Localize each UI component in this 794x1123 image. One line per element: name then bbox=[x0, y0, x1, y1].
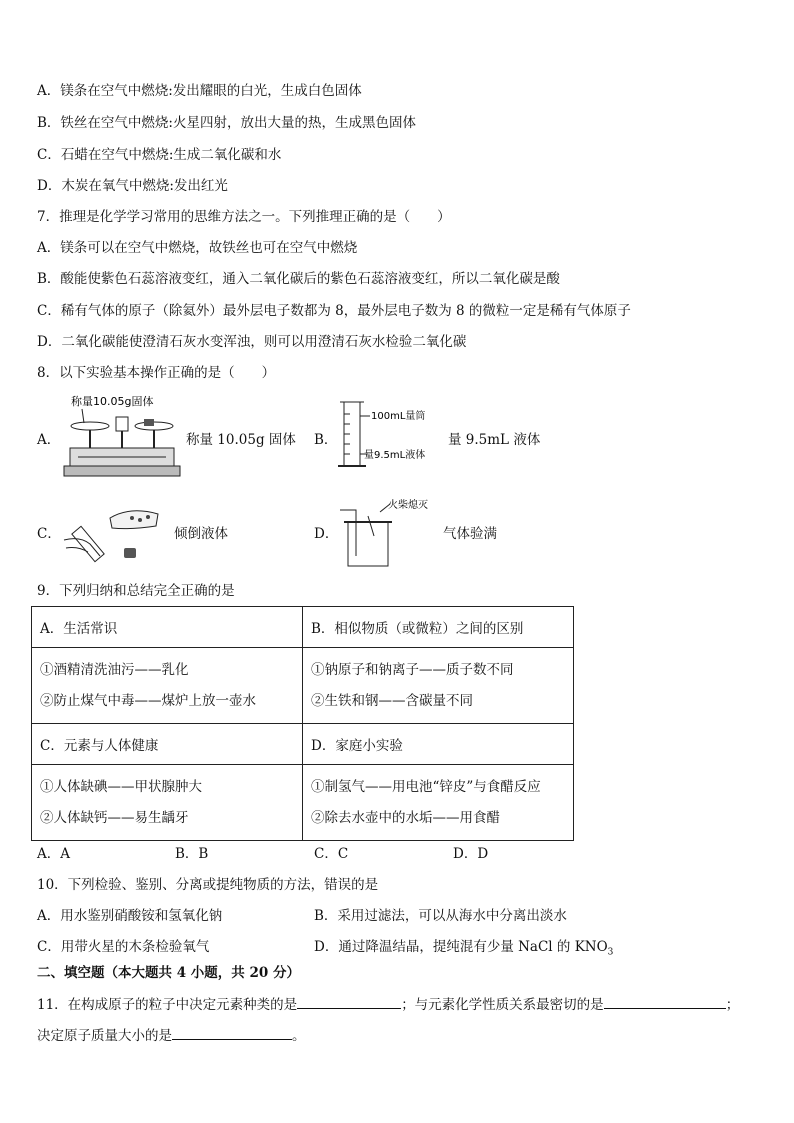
q6-option-d: D．木炭在氧气中燃烧:发出红光 bbox=[37, 178, 228, 194]
cell-a-item-2: ②防止煤气中毒——煤炉上放一壶水 bbox=[40, 692, 256, 709]
q9-choice-b: B．B bbox=[175, 846, 209, 862]
cell-a-item-1: ①酒精清洗油污——乳化 bbox=[40, 661, 189, 678]
q11-text-3: ； bbox=[725, 997, 740, 1013]
q9-choice-a: A．A bbox=[37, 846, 70, 862]
q8-option-c-letter: C． bbox=[37, 526, 61, 542]
cell-b-item-2: ②生铁和钢——含碳量不同 bbox=[311, 692, 473, 709]
cylinder-label-top: 100mL量筒 bbox=[371, 411, 426, 422]
q8-option-b-text: 量 9.5mL 液体 bbox=[448, 432, 541, 448]
q11-line-1 bbox=[37, 994, 739, 1014]
q11-blank-1[interactable] bbox=[297, 994, 401, 1009]
q6-option-b: B．铁丝在空气中燃烧:火星四射，放出大量的热，生成黑色固体 bbox=[37, 115, 416, 131]
q11-text-5: 。 bbox=[292, 1028, 306, 1044]
q8-option-d-letter: D． bbox=[314, 526, 339, 542]
pouring-figure bbox=[60, 500, 170, 566]
q9-table bbox=[31, 606, 574, 841]
gas-check-label: 火柴熄灭 bbox=[388, 500, 428, 511]
cell-d-item-1: ①制氢气——用电池“锌皮”与食醋反应 bbox=[311, 778, 541, 795]
cell-c-title: C．元素与人体健康 bbox=[32, 724, 303, 765]
q11-text-2: ；与元素化学性质关系最密切的是 bbox=[401, 997, 604, 1013]
q7-option-c: C．稀有气体的原子（除氦外）最外层电子数都为 8，最外层电子数为 8 的微粒一定是稀有气体原子 bbox=[37, 303, 631, 319]
q8-option-b-letter: B． bbox=[314, 432, 338, 448]
q7-option-a: A．镁条可以在空气中燃烧，故铁丝也可在空气中燃烧 bbox=[37, 240, 358, 256]
cell-d-items bbox=[303, 765, 574, 841]
q10-option-b: B．采用过滤法，可以从海水中分离出淡水 bbox=[314, 908, 567, 924]
cell-b-title: B．相似物质（或微粒）之间的区别 bbox=[303, 607, 574, 648]
q10-stem: 10．下列检验、鉴别、分离或提纯物质的方法，错误的是 bbox=[37, 877, 379, 893]
q7-option-b: B．酸能使紫色石蕊溶液变红，通入二氧化碳后的紫色石蕊溶液变红，所以二氧化碳是酸 bbox=[37, 271, 560, 287]
balance-figure bbox=[58, 393, 184, 485]
q11-text-1: 11．在构成原子的粒子中决定元素种类的是 bbox=[37, 997, 298, 1013]
cylinder-figure bbox=[338, 398, 448, 476]
cell-a-items bbox=[32, 648, 303, 724]
q7-stem: 7．推理是化学学习常用的思维方法之一。下列推理正确的是（ ） bbox=[37, 209, 451, 225]
cell-c-item-1: ①人体缺碘——甲状腺肿大 bbox=[40, 778, 202, 795]
q8-option-d-text: 气体验满 bbox=[443, 526, 497, 542]
q8-option-a-text: 称量 10.05g 固体 bbox=[186, 432, 296, 448]
q11-line-2 bbox=[37, 1025, 306, 1045]
q6-option-c: C．石蜡在空气中燃烧:生成二氧化碳和水 bbox=[37, 147, 282, 163]
cylinder-label-bottom: 量9.5mL液体 bbox=[364, 450, 426, 461]
q11-blank-3[interactable] bbox=[172, 1025, 292, 1040]
balance-figure-label: 称量10.05g固体 bbox=[71, 395, 154, 408]
cell-b-items bbox=[303, 648, 574, 724]
q9-choice-d: D．D bbox=[453, 846, 489, 862]
cell-d-item-2: ②除去水壶中的水垢——用食醋 bbox=[311, 809, 500, 826]
q9-choice-c: C．C bbox=[314, 846, 349, 862]
cell-b-item-1: ①钠原子和钠离子——质子数不同 bbox=[311, 661, 514, 678]
q11-blank-2[interactable] bbox=[604, 994, 726, 1009]
q11-text-4: 决定原子质量大小的是 bbox=[37, 1028, 172, 1044]
q10-option-d bbox=[314, 938, 613, 962]
q10-option-c: C．用带火星的木条检验氧气 bbox=[37, 939, 210, 955]
q8-option-a-letter: A． bbox=[37, 432, 61, 448]
cell-c-items bbox=[32, 765, 303, 841]
q8-option-c-text: 倾倒液体 bbox=[174, 526, 228, 542]
cell-a-title: A．生活常识 bbox=[32, 607, 303, 648]
section-2-title: 二、填空题（本大题共 4 小题，共 20 分） bbox=[37, 965, 300, 981]
q9-stem: 9．下列归纳和总结完全正确的是 bbox=[37, 583, 235, 599]
q10-option-a: A．用水鉴别硝酸铵和氢氧化钠 bbox=[37, 908, 223, 924]
q6-option-a: A．镁条在空气中燃烧:发出耀眼的白光，生成白色固体 bbox=[37, 83, 362, 99]
cell-c-item-2: ②人体缺钙——易生龋牙 bbox=[40, 809, 189, 826]
q10-option-d-subscript: 3 bbox=[607, 947, 614, 958]
q10-option-d-text: D．通过降温结晶，提纯混有少量 NaCl 的 KNO bbox=[314, 939, 608, 955]
q8-stem: 8．以下实验基本操作正确的是（ ） bbox=[37, 365, 276, 381]
cell-d-title: D．家庭小实验 bbox=[303, 724, 574, 765]
gas-check-figure bbox=[336, 498, 446, 568]
q7-option-d: D．二氧化碳能使澄清石灰水变浑浊，则可以用澄清石灰水检验二氧化碳 bbox=[37, 334, 467, 350]
